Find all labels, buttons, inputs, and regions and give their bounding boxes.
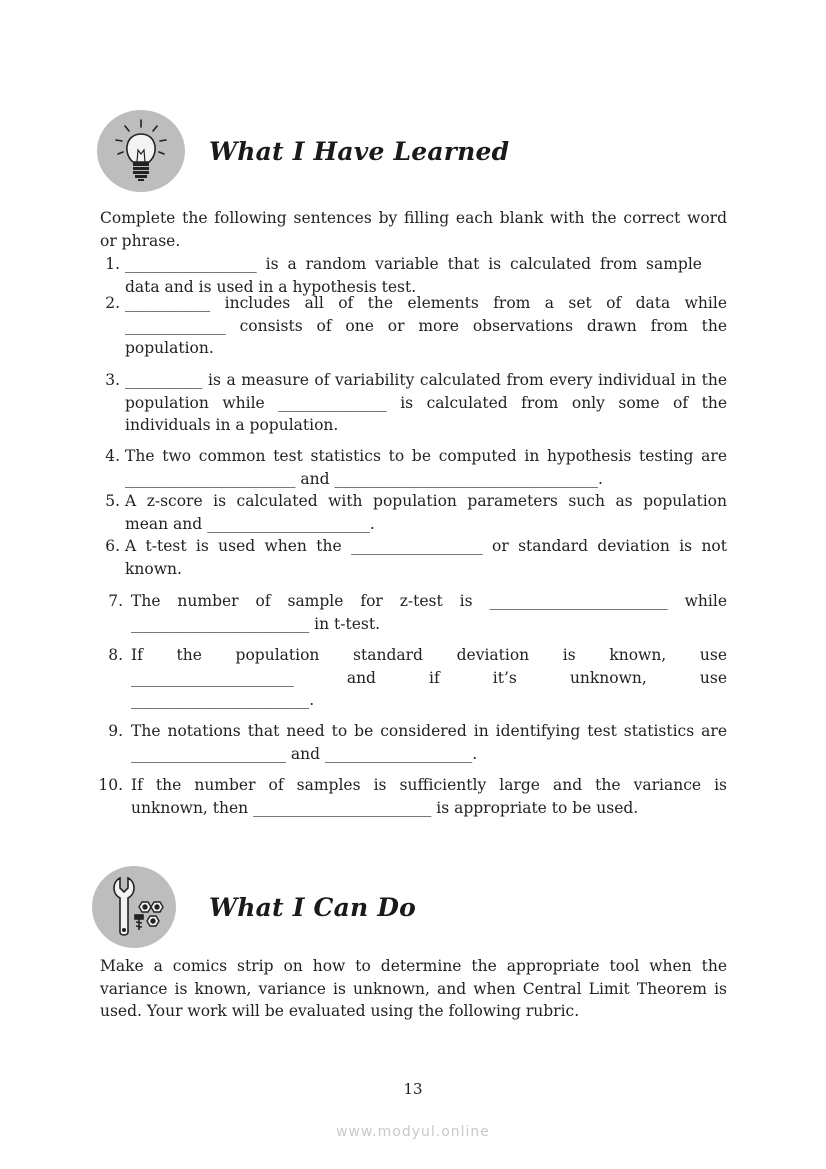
item-text-line: The number of sample for z-test is _______________________ while [131,592,727,610]
item-text-line: unknown, then _______________________ is appropriate to be used. [131,798,639,817]
item-number: 6. [105,537,120,555]
page-number: 13 [403,1080,423,1098]
item-text-line: _______________________ in t-test. [131,614,381,633]
item-text-line: The notations that need to be considered in identifying test statistics are [131,722,727,740]
item-text-line: A z-score is calculated with population parameters such as population [125,492,727,510]
item-text: __________ is a measure of variability calculated from every individual in the population while ______________ is calculated from only some of the individuals in a population. [125,371,727,434]
item-number: 3. [105,371,120,389]
item-number: 5. [105,492,120,510]
section-title: What I Can Do [209,892,417,922]
item-number: 2. [105,294,120,312]
item-text-line: A t-test is used when the _________________ or standard deviation is not [125,537,727,555]
item-number: 7. [108,592,123,610]
list-item [100,369,727,437]
item-text: _________________ is a random variable that is calculated from sample data and is used in a hypothesis test. [125,255,702,296]
item-text-line: _____________________ and if it’s unknown, use [131,668,727,687]
list-item [100,490,727,535]
item-text-line: _______________________. [131,691,315,709]
lightbulb-icon [97,110,185,192]
section-header-what-i-can-do [92,866,416,948]
item-number: 10. [98,776,123,794]
list-item [100,720,727,765]
item-text-line: ______________________ and __________________________________. [125,469,603,488]
list-item [100,590,727,635]
instructions: Complete the following sentences by filling each blank with the correct word or phrase. [100,209,727,250]
section-header-what-i-have-learned [97,110,509,192]
item-number: 4. [105,447,120,465]
section-title: What I Have Learned [209,136,510,166]
item-number: 8. [108,646,123,664]
item-text-line: population. [125,339,214,357]
list-item [100,644,727,712]
item-text-line: ____________________ and ___________________. [131,744,478,763]
item-number: 1. [105,255,120,273]
list-item [100,774,727,819]
watermark: www.modyul.online [336,1124,490,1140]
item-text-line: If the number of samples is sufficiently large and the variance is [131,776,727,794]
item-number: 9. [108,722,123,740]
item-text-line: The two common test statistics to be computed in hypothesis testing are [125,447,727,465]
tools-icon [92,866,176,948]
item-text-line: If the population standard deviation is known, use [131,646,727,664]
item-text-line: ___________ includes all of the elements from a set of data while [125,294,727,312]
item-text-line: _____________ consists of one or more observations drawn from the [125,316,727,335]
list-item [100,535,727,580]
item-text-line: mean and _____________________. [125,514,375,533]
list-item [100,292,727,360]
item-text-line: known. [125,559,182,578]
list-item [100,445,727,490]
activity-instructions: Make a comics strip on how to determine the appropriate tool when the variance is known, variance is unknown, and when Central Limit Theorem is used. Your work will be evaluated using the following rubric. [100,957,727,1020]
